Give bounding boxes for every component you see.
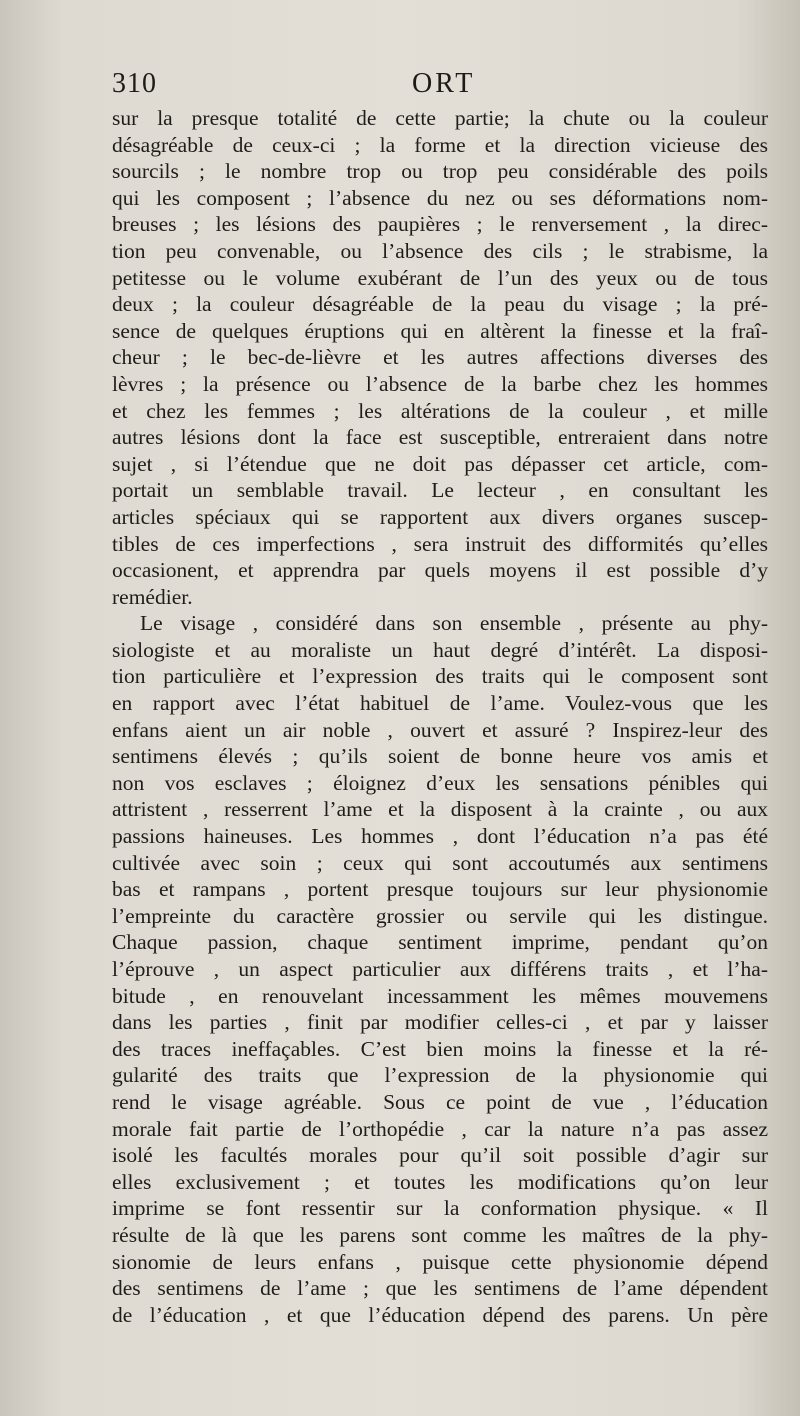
text-line: sujet , si l’étendue que ne doit pas dépasser cet article, com- xyxy=(112,451,768,476)
text-line: cheur ; le bec-de-lièvre et les autres affections diverses des xyxy=(112,345,768,370)
text-line: et chez les femmes ; les altérations de la couleur , et mille xyxy=(112,398,768,423)
running-head: ORT xyxy=(412,68,476,99)
text-line: des sentimens de l’ame ; que les sentimens de l’ame dépendent xyxy=(112,1276,768,1301)
text-line: siologiste et au moraliste un haut degré d’intérêt. La disposi- xyxy=(112,637,768,662)
text-line: sur la presque totalité de cette partie; la chute ou la couleur xyxy=(112,106,768,130)
text-line: cultivée avec soin ; ceux qui sont accoutumés aux sentimens xyxy=(112,850,768,875)
paragraph xyxy=(112,105,768,610)
text-line: Chaque passion, chaque sentiment imprime, pendant qu’on xyxy=(112,930,768,955)
text-line: sourcils ; le nombre trop ou trop peu considérable des poils xyxy=(112,159,768,184)
text-line: autres lésions dont la face est susceptible, entreraient dans notre xyxy=(112,425,768,450)
text-line: sentimens élevés ; qu’ils soient de bonne heure vos amis et xyxy=(112,744,768,769)
text-line: non vos esclaves ; éloignez d’eux les sensations pénibles qui xyxy=(112,770,768,795)
paragraph xyxy=(112,610,768,1328)
text-line: remédier. xyxy=(112,584,193,609)
text-line: petitesse ou le volume exubérant de l’un des yeux ou de tous xyxy=(112,265,768,290)
text-line: tibles de ces imperfections , sera instruit des difformités qu’elles xyxy=(112,531,768,556)
text-line: désagréable de ceux-ci ; la forme et la direction vicieuse des xyxy=(112,132,768,157)
text-line: des traces ineffaçables. C’est bien moins la finesse et la ré- xyxy=(112,1036,768,1061)
text-line: de l’éducation , et que l’éducation dépend des parens. Un père xyxy=(112,1302,768,1327)
text-line: bas et rampans , portent presque toujours sur leur physionomie xyxy=(112,877,768,902)
page-number: 310 xyxy=(112,68,157,99)
text-line: occasionent, et apprendra par quels moyens il est possible d’y xyxy=(112,558,768,583)
text-line: sence de quelques éruptions qui en altèrent la finesse et la fraî- xyxy=(112,318,768,343)
text-line: passions haineuses. Les hommes , dont l’éducation n’a pas été xyxy=(112,824,768,849)
page-header xyxy=(112,68,768,108)
text-line: morale fait partie de l’orthopédie , car la nature n’a pas assez xyxy=(112,1116,768,1141)
text-line: Le visage , considéré dans son ensemble , présente au phy- xyxy=(140,611,768,636)
text-line: qui les composent ; l’absence du nez ou ses déformations nom- xyxy=(112,185,768,210)
text-line: articles spéciaux qui se rapportent aux divers organes suscep- xyxy=(112,504,768,529)
text-line: en rapport avec l’état habituel de l’ame. Voulez-vous que les xyxy=(112,691,768,716)
text-line: gularité des traits que l’expression de la physionomie qui xyxy=(112,1063,768,1088)
text-line: breuses ; les lésions des paupières ; le renversement , la direc- xyxy=(112,212,768,237)
text-line: l’éprouve , un aspect particulier aux différens traits , et l’ha- xyxy=(112,957,768,981)
text-line: résulte de là que les parens sont comme les maîtres de la phy- xyxy=(112,1222,768,1247)
text-line: tion particulière et l’expression des traits qui le composent sont xyxy=(112,664,768,689)
text-line: enfans aient un air noble , ouvert et assuré ? Inspirez-leur des xyxy=(112,717,768,742)
text-line: rend le visage agréable. Sous ce point de vue , l’éducation xyxy=(112,1089,768,1114)
text-line: tion peu convenable, ou l’absence des cils ; le strabisme, la xyxy=(112,238,768,263)
text-line: deux ; la couleur désagréable de la peau du visage ; la pré- xyxy=(112,292,768,317)
text-line: lèvres ; la présence ou l’absence de la barbe chez les hommes xyxy=(112,371,768,396)
text-line: dans les parties , finit par modifier celles-ci , et par y laisser xyxy=(112,1010,768,1035)
text-line: elles exclusivement ; et toutes les modifications qu’on leur xyxy=(112,1169,768,1194)
text-line: bitude , en renouvelant incessamment les mêmes mouvemens xyxy=(112,983,768,1008)
text-line: l’empreinte du caractère grossier ou servile qui les distingue. xyxy=(112,903,768,928)
text-line: sionomie de leurs enfans , puisque cette physionomie dépend xyxy=(112,1249,768,1274)
text-line: isolé les facultés morales pour qu’il soit possible d’agir sur xyxy=(112,1143,768,1168)
body-text xyxy=(112,105,768,1328)
text-line: portait un semblable travail. Le lecteur , en consultant les xyxy=(112,478,768,503)
text-line: attristent , resserrent l’ame et la disposent à la crainte , ou aux xyxy=(112,797,768,822)
text-line: imprime se font ressentir sur la conformation physique. « Il xyxy=(112,1196,768,1221)
